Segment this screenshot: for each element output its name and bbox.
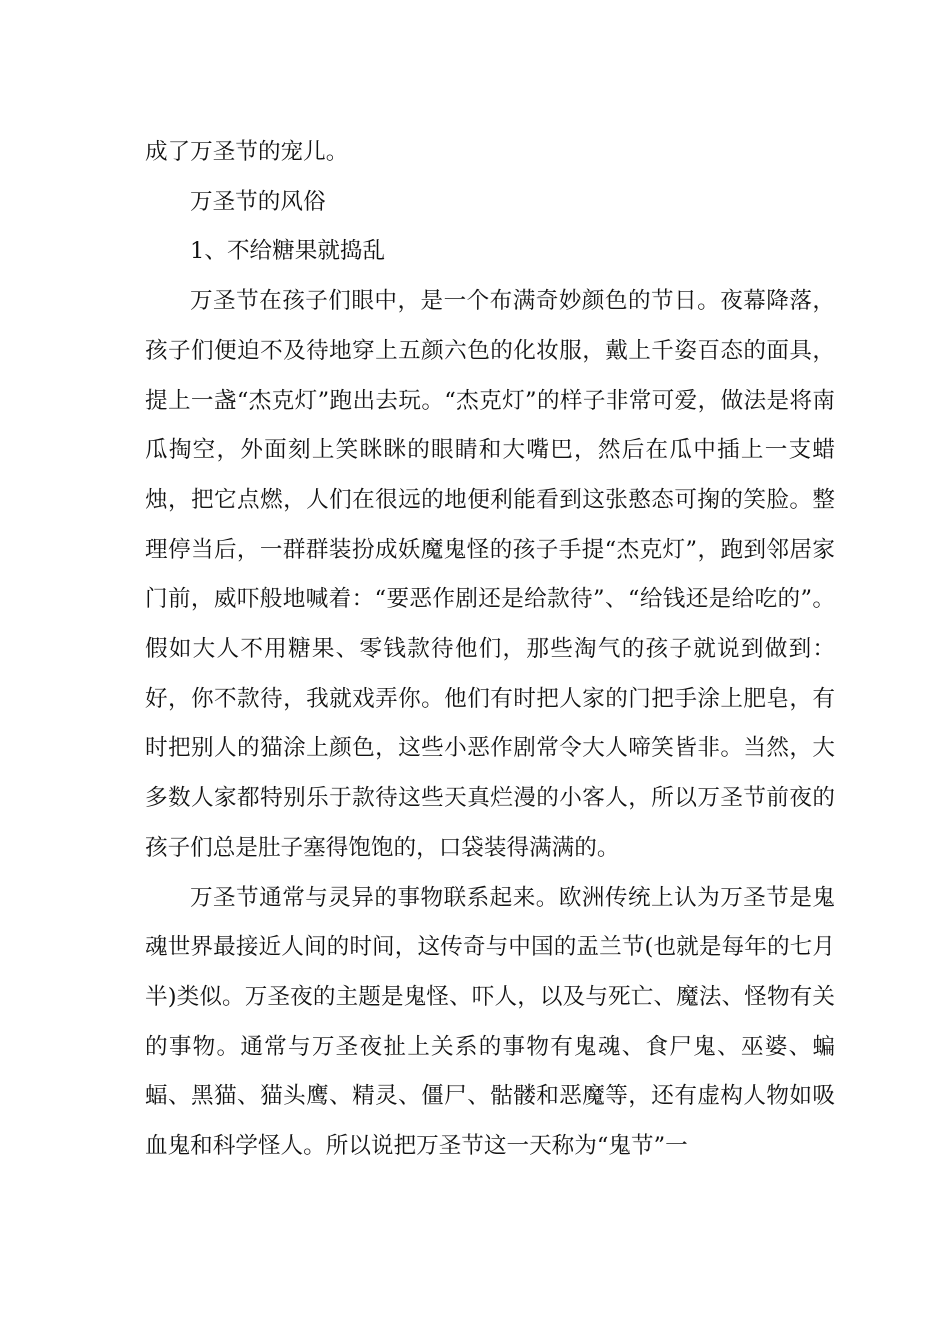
- section-heading: 万圣节的风俗: [190, 188, 326, 215]
- paragraph-trick-or-treat: 万圣节在孩子们眼中，是一个布满奇妙颜色的节日。夜幕降落，孩子们便迫不及待地穿上五颜六色的化妆服，戴上千姿百态的面具，提上一盏“杰克灯”跑出去玩。“杰克灯”的样子非常可爱，做法是将南瓜掏空，外面刻上笑眯眯的眼睛和大嘴巴，然后在瓜中插上一支蜡烛，把它点燃，人们在很远的地便利能看到这张憨态可掬的笑脸。整理停当后，一群群装扮成妖魔鬼怪的孩子手提“杰克灯”，跑到邻居家门前，威吓般地喊着：“要恶作剧还是给款待”、“给钱还是给吃的”。假如大人不用糖果、零钱款待他们，那些淘气的孩子就说到做到：好，你不款待，我就戏弄你。他们有时把人家的门把手涂上肥皂，有时把别人的猫涂上颜色，这些小恶作剧常令大人啼笑皆非。当然，大多数人家都特别乐于款待这些天真烂漫的小客人，所以万圣节前夜的孩子们总是肚子塞得饱饱的，口袋装得满满的。: [145, 288, 835, 861]
- document-body: [145, 128, 835, 1172]
- subsection-heading: 1、不给糖果就捣乱: [190, 238, 386, 265]
- paragraph-continuation: 成了万圣节的宠儿。: [145, 139, 349, 165]
- paragraph-supernatural: 万圣节通常与灵异的事物联系起来。欧洲传统上认为万圣节是鬼魂世界最接近人间的时间，这传奇与中国的盂兰节(也就是每年的七月半)类似。万圣夜的主题是鬼怪、吓人，以及与死亡、魔法、怪物有关的事物。通常与万圣夜扯上关系的事物有鬼魂、食尸鬼、巫婆、蝙蝠、黑猫、猫头鹰、精灵、僵尸、骷髅和恶魔等，还有虚构人物如吸血鬼和科学怪人。所以说把万圣节这一天称为“鬼节”一: [145, 884, 835, 1160]
